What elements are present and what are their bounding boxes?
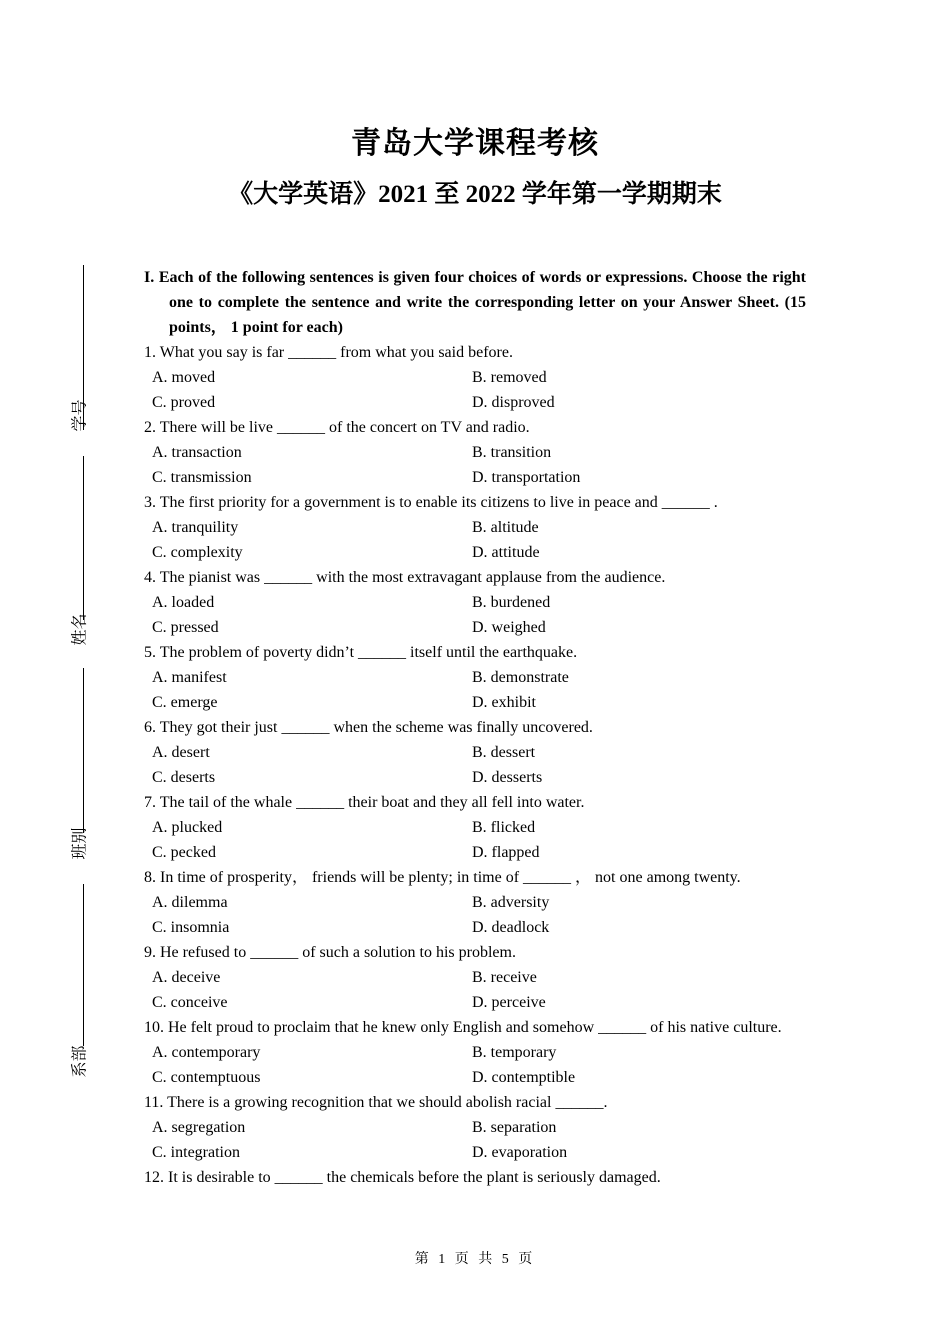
option-d: D. desserts — [472, 769, 543, 786]
option-b: B. burdened — [472, 594, 551, 611]
option-d: D. evaporation — [472, 1144, 568, 1161]
question-text: 7. The tail of the whale ______ their boat and they all fell into water. — [144, 794, 585, 811]
binding-label-name: 姓名 — [71, 613, 89, 646]
question-item — [144, 340, 806, 415]
option-d: D. contemptible — [472, 1069, 576, 1086]
binding-line — [83, 668, 84, 833]
option-d: D. disproved — [472, 394, 555, 411]
question-item — [144, 490, 806, 565]
option-b: B. transition — [472, 444, 552, 461]
question-item — [144, 640, 806, 715]
question-text: 8. In time of prosperity， friends will be plenty; in time of ______ ， not one among twenty. — [144, 869, 741, 886]
option-d: D. flapped — [472, 844, 540, 861]
option-d: D. perceive — [472, 994, 546, 1011]
question-text: 2. There will be live ______ of the concert on TV and radio. — [144, 419, 530, 436]
option-b: B. demonstrate — [472, 669, 569, 686]
option-a: A. plucked — [152, 819, 223, 836]
option-c: C. integration — [152, 1144, 240, 1161]
question-item — [144, 940, 806, 1015]
option-a: A. moved — [152, 369, 216, 386]
option-a: A. manifest — [152, 669, 227, 686]
binding-label-department: 系部 — [71, 1045, 89, 1078]
option-b: B. dessert — [472, 744, 536, 761]
option-b: B. flicked — [472, 819, 536, 836]
option-c: C. pressed — [152, 619, 219, 636]
binding-label-class: 班别 — [71, 827, 89, 860]
question-item — [144, 790, 806, 865]
option-a: A. segregation — [152, 1119, 246, 1136]
option-d: D. deadlock — [472, 919, 550, 936]
question-text: 10. He felt proud to proclaim that he knew only English and somehow ______ of his native culture. — [144, 1019, 782, 1036]
option-b: B. receive — [472, 969, 537, 986]
option-a: A. contemporary — [152, 1044, 261, 1061]
option-d: D. weighed — [472, 619, 546, 636]
option-d: D. transportation — [472, 469, 581, 486]
option-b: B. adversity — [472, 894, 550, 911]
question-text: 4. The pianist was ______ with the most extravagant applause from the audience. — [144, 569, 666, 586]
section-instruction: I. Each of the following sentences is given four choices of words or expressions. Choose the right one to complete the sentence and write the corresponding letter on your Answer Sheet. (15 points， 1 point for each) — [144, 269, 806, 336]
option-d: D. attitude — [472, 544, 540, 561]
binding-line — [83, 456, 84, 620]
question-item — [144, 1090, 806, 1165]
exam-subtitle: 《大学英语》2021 至 2022 学年第一学期期末 — [228, 181, 722, 208]
question-item — [144, 865, 806, 940]
option-c: C. complexity — [152, 544, 243, 561]
section-1 — [144, 265, 806, 1190]
page-number: 第 1 页 共 5 页 — [414, 1252, 536, 1267]
question-text: 1. What you say is far ______ from what you said before. — [144, 344, 513, 361]
question-item — [144, 715, 806, 790]
option-c: C. contemptuous — [152, 1069, 261, 1086]
option-c: C. proved — [152, 394, 216, 411]
option-b: B. separation — [472, 1119, 557, 1136]
option-c: C. emerge — [152, 694, 218, 711]
option-a: A. transaction — [152, 444, 242, 461]
option-a: A. dilemma — [152, 894, 228, 911]
option-a: A. desert — [152, 744, 210, 761]
question-text: 12. It is desirable to ______ the chemicals before the plant is seriously damaged. — [144, 1169, 661, 1186]
question-text: 5. The problem of poverty didn’t ______ itself until the earthquake. — [144, 644, 578, 661]
option-a: A. tranquility — [152, 519, 239, 536]
question-text: 3. The first priority for a government is to enable its citizens to live in peace and ______ . — [144, 494, 718, 511]
binding-line — [83, 884, 84, 1046]
exam-title: 青岛大学课程考核 — [351, 127, 599, 160]
option-b: B. removed — [472, 369, 547, 386]
option-c: C. conceive — [152, 994, 228, 1011]
option-a: A. deceive — [152, 969, 221, 986]
option-c: C. deserts — [152, 769, 216, 786]
option-b: B. altitude — [472, 519, 539, 536]
question-item — [144, 415, 806, 490]
option-d: D. exhibit — [472, 694, 536, 711]
question-item — [144, 1015, 806, 1090]
question-text: 6. They got their just ______ when the scheme was finally uncovered. — [144, 719, 593, 736]
option-c: C. pecked — [152, 844, 216, 861]
question-text: 9. He refused to ______ of such a solution to his problem. — [144, 944, 516, 961]
binding-label-student-id: 学号 — [71, 399, 89, 432]
question-item — [144, 565, 806, 640]
option-a: A. loaded — [152, 594, 215, 611]
option-c: C. insomnia — [152, 919, 230, 936]
option-b: B. temporary — [472, 1044, 557, 1061]
question-text: 11. There is a growing recognition that we should abolish racial ______. — [144, 1094, 608, 1111]
option-c: C. transmission — [152, 469, 252, 486]
